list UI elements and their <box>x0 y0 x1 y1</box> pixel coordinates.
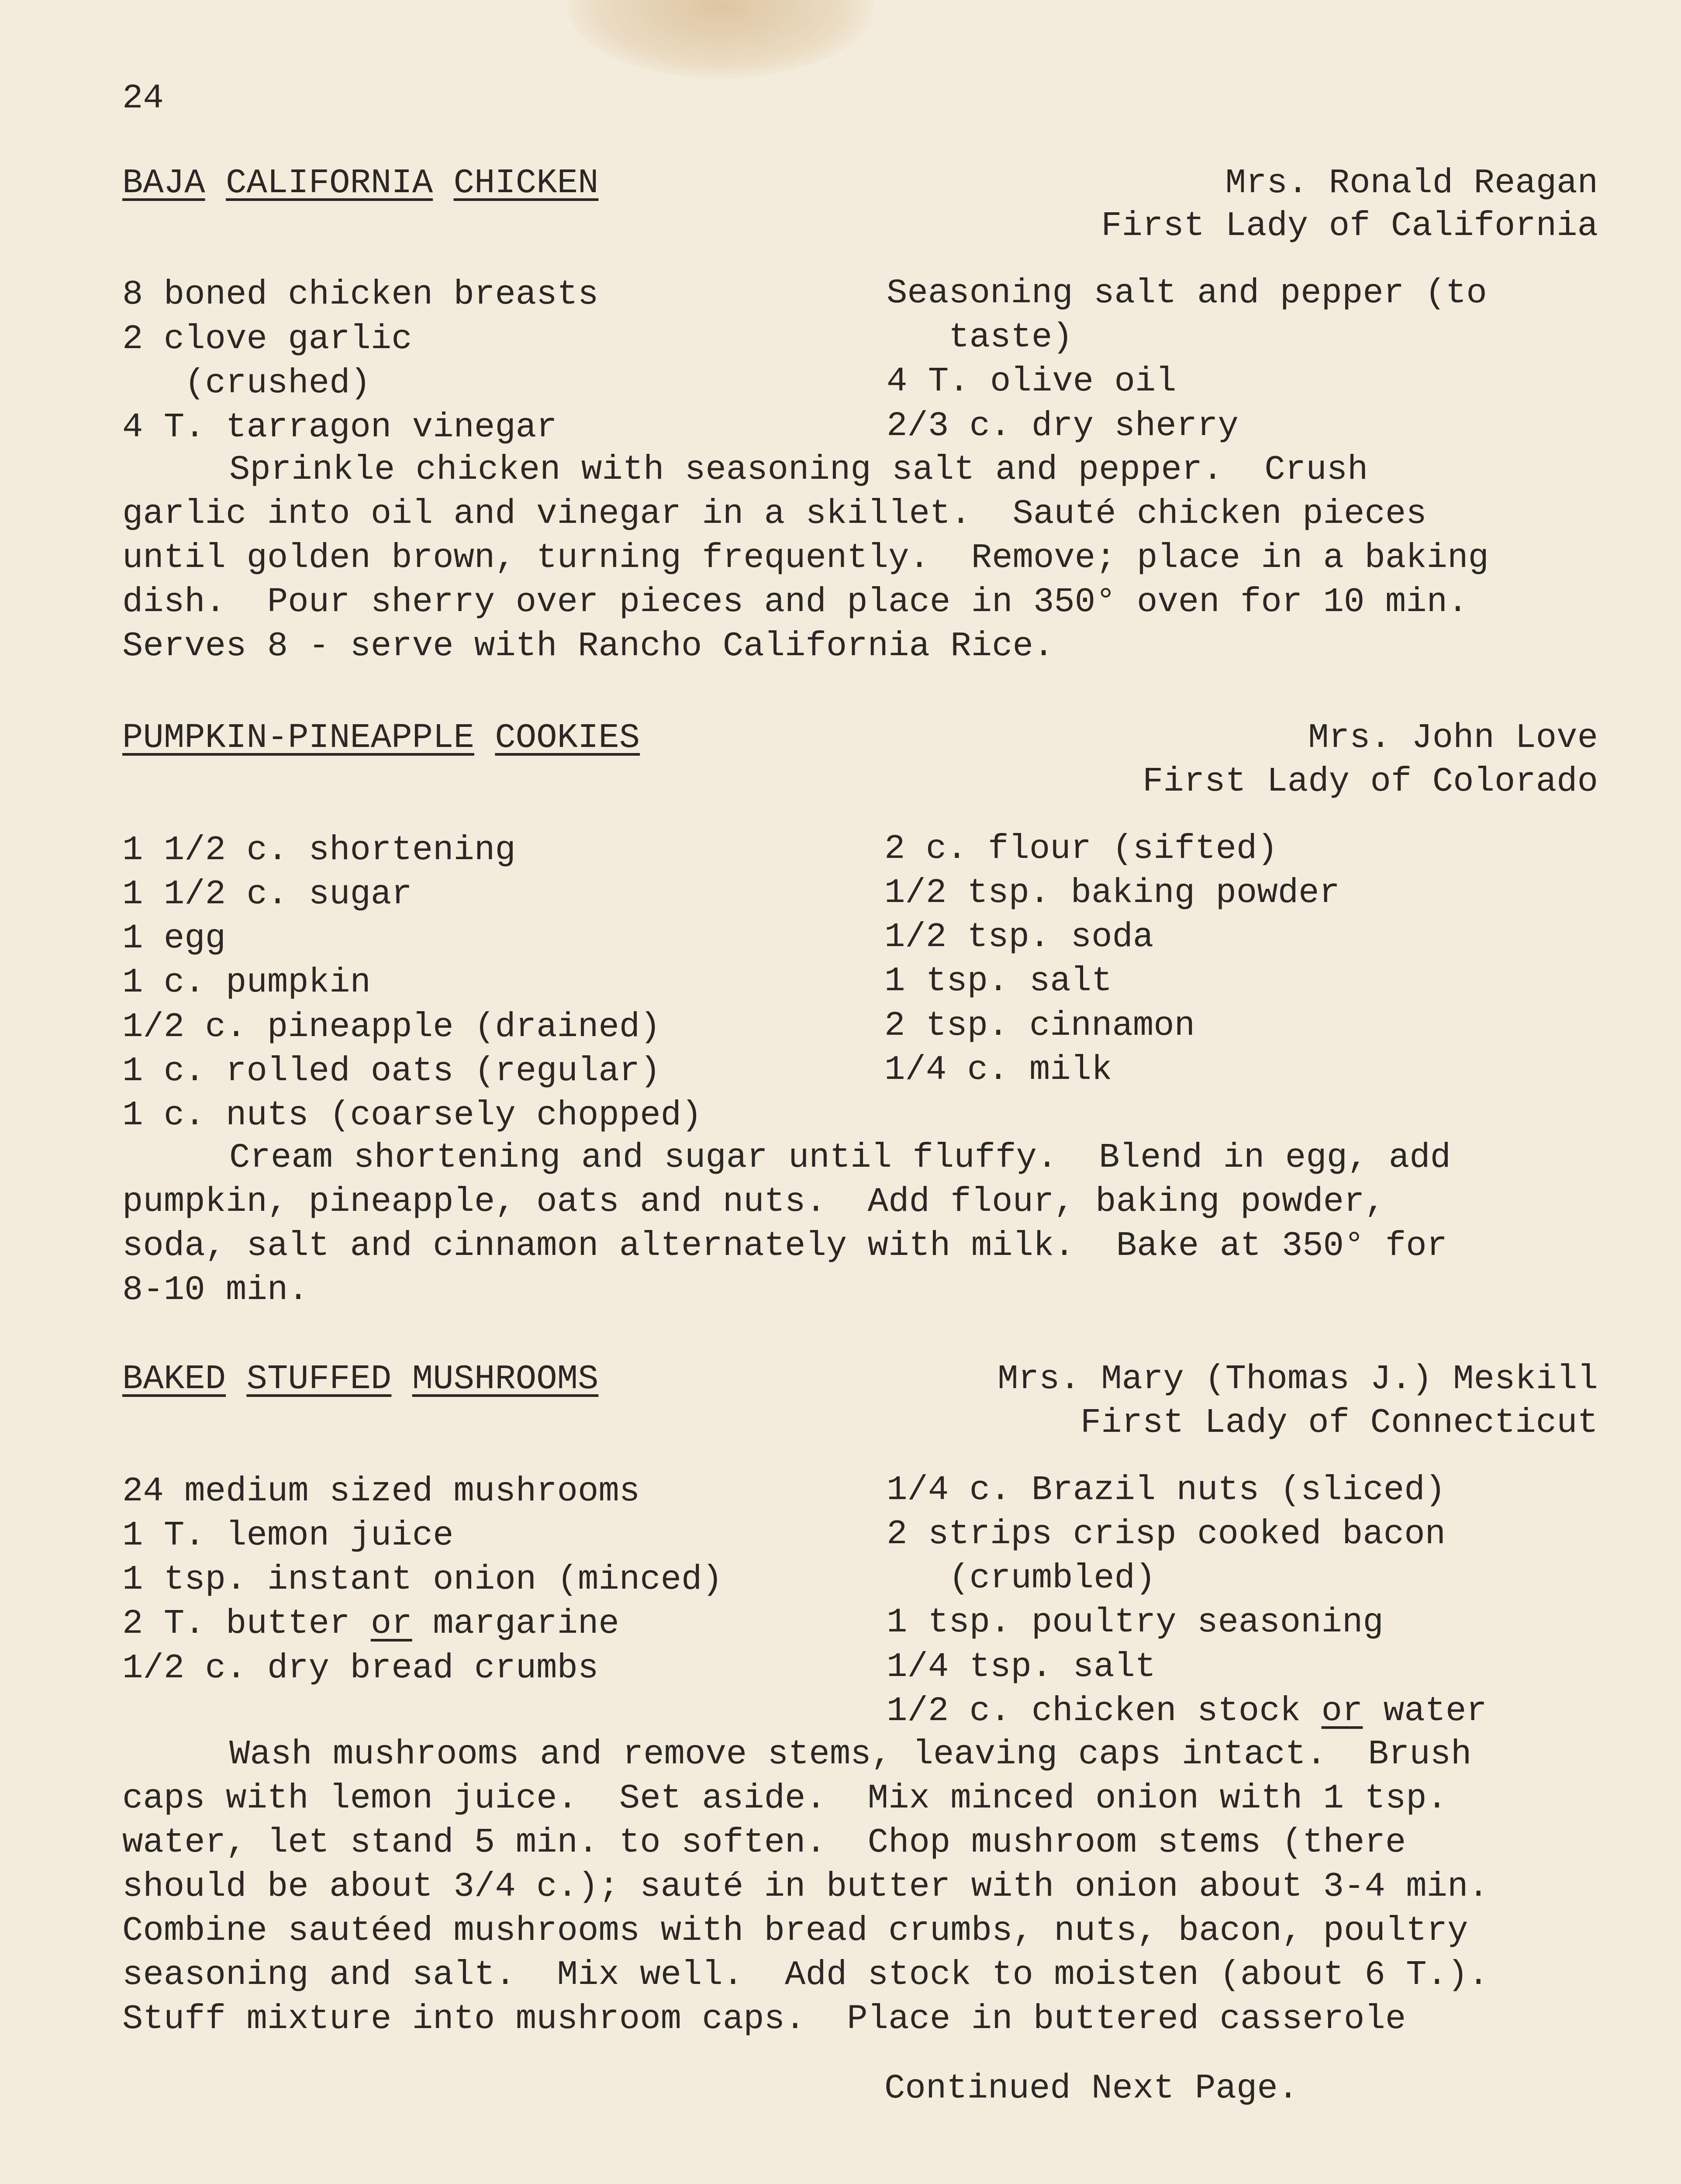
direction-line: 8-10 min. <box>122 1270 309 1310</box>
ingredient-left: (crushed) <box>122 363 371 403</box>
direction-line: seasoning and salt. Mix well. Add stock to moisten (about 6 T.). <box>122 1955 1489 1994</box>
ingredient-right: 1/2 tsp. baking powder <box>884 873 1340 912</box>
ingredient-right: 2 tsp. cinnamon <box>884 1006 1195 1045</box>
ingredient-right: 1 tsp. poultry seasoning <box>887 1603 1384 1642</box>
ingredient-right: 4 T. olive oil <box>887 362 1177 401</box>
ingredient-text: 1/2 c. chicken stock <box>887 1691 1322 1731</box>
direction-line: Cream shortening and sugar until fluffy. Blend in egg, add <box>229 1138 1451 1177</box>
recipe-title <box>122 163 599 203</box>
ingredient-or: or <box>370 1604 412 1643</box>
recipe-directions <box>122 1732 1577 2041</box>
ingredient-or: or <box>1321 1691 1363 1731</box>
ingredient-text: 2 T. butter <box>122 1604 371 1643</box>
ingredient-right: 2 c. flour (sifted) <box>884 829 1278 868</box>
recipe-directions <box>122 448 1577 668</box>
title-word: PUMPKIN-PINEAPPLE <box>122 718 474 757</box>
ingredient-left: 4 T. tarragon vinegar <box>122 408 557 447</box>
ingredient-left: 1 c. nuts (coarsely chopped) <box>122 1095 702 1135</box>
ingredient-left: 1 1/2 c. shortening <box>122 830 516 870</box>
title-word: MUSHROOMS <box>412 1359 599 1399</box>
ingredient-right: 1 tsp. salt <box>884 961 1112 1001</box>
ingredient-left: 1 c. pumpkin <box>122 963 371 1002</box>
title-word: CHICKEN <box>453 163 599 203</box>
ingredient-left <box>122 1604 619 1643</box>
title-word: BAKED <box>122 1359 226 1399</box>
direction-line: water, let stand 5 min. to soften. Chop mushroom stems (there <box>122 1823 1406 1862</box>
ingredient-left: 1 1/2 c. sugar <box>122 874 412 914</box>
recipe-title <box>122 1359 599 1399</box>
ingredient-right: 1/4 c. Brazil nuts (sliced) <box>887 1470 1446 1510</box>
continued-note: Continued Next Page. <box>884 2069 1299 2108</box>
ingredient-right: 1/4 c. milk <box>884 1050 1112 1089</box>
ingredient-left: 1/2 c. dry bread crumbs <box>122 1648 599 1688</box>
ingredient-right: 2/3 c. dry sherry <box>887 406 1239 446</box>
ingredient-right: Seasoning salt and pepper (to <box>887 273 1487 313</box>
recipe-author-title: First Lady of California <box>1101 206 1598 245</box>
recipe-author-title: First Lady of Colorado <box>1143 762 1598 801</box>
ingredient-left: 24 medium sized mushrooms <box>122 1472 640 1511</box>
ingredient-right: 1/4 tsp. salt <box>887 1647 1156 1686</box>
ingredient-left: 8 boned chicken breasts <box>122 275 599 314</box>
title-word: CALIFORNIA <box>226 163 433 203</box>
ingredient-left: 2 clove garlic <box>122 319 412 359</box>
ingredient-right: 2 strips crisp cooked bacon <box>887 1514 1446 1554</box>
direction-line: soda, salt and cinnamon alternately with milk. Bake at 350° for <box>122 1226 1448 1265</box>
ingredient-right <box>887 1691 1487 1731</box>
direction-line: pumpkin, pineapple, oats and nuts. Add flour, baking powder, <box>122 1182 1385 1221</box>
ingredient-text: margarine <box>412 1604 619 1643</box>
direction-line: garlic into oil and vinegar in a skillet. Sauté chicken pieces <box>122 494 1427 533</box>
recipe-author-title: First Lady of Connecticut <box>1080 1403 1598 1442</box>
ingredient-right: taste) <box>887 318 1073 357</box>
recipe-author: Mrs. Ronald Reagan <box>1225 163 1598 203</box>
ingredient-left: 1 T. lemon juice <box>122 1516 454 1555</box>
direction-line: Stuff mixture into mushroom caps. Place in buttered casserole <box>122 1999 1406 2039</box>
ingredient-right: 1/2 tsp. soda <box>884 917 1154 957</box>
recipe-title <box>122 718 640 757</box>
direction-line: until golden brown, turning frequently. Remove; place in a baking <box>122 538 1489 577</box>
ingredient-right: (crumbled) <box>887 1559 1156 1598</box>
ingredient-left: 1 c. rolled oats (regular) <box>122 1051 661 1091</box>
page-number: 24 <box>122 79 164 118</box>
direction-line: Serves 8 - serve with Rancho California Rice. <box>122 626 1054 666</box>
title-word: COOKIES <box>495 718 640 757</box>
direction-line: Combine sautéed mushrooms with bread crumbs, nuts, bacon, poultry <box>122 1911 1468 1950</box>
ingredient-left: 1/2 c. pineapple (drained) <box>122 1007 661 1047</box>
ingredient-left: 1 egg <box>122 919 226 958</box>
direction-line: dish. Pour sherry over pieces and place in 350° oven for 10 min. <box>122 582 1468 622</box>
recipe-author: Mrs. John Love <box>1308 718 1598 757</box>
title-word: STUFFED <box>246 1359 392 1399</box>
direction-line: caps with lemon juice. Set aside. Mix minced onion with 1 tsp. <box>122 1779 1448 1818</box>
recipe-directions <box>122 1136 1577 1312</box>
direction-line: Wash mushrooms and remove stems, leaving caps intact. Brush <box>229 1735 1472 1774</box>
direction-line: should be about 3/4 c.); sauté in butter with onion about 3-4 min. <box>122 1867 1489 1906</box>
title-word: BAJA <box>122 163 205 203</box>
direction-line: Sprinkle chicken with seasoning salt and pepper. Crush <box>229 450 1368 489</box>
ingredient-left: 1 tsp. instant onion (minced) <box>122 1560 723 1599</box>
ingredient-text: water <box>1363 1691 1487 1731</box>
recipe-author: Mrs. Mary (Thomas J.) Meskill <box>998 1359 1598 1399</box>
